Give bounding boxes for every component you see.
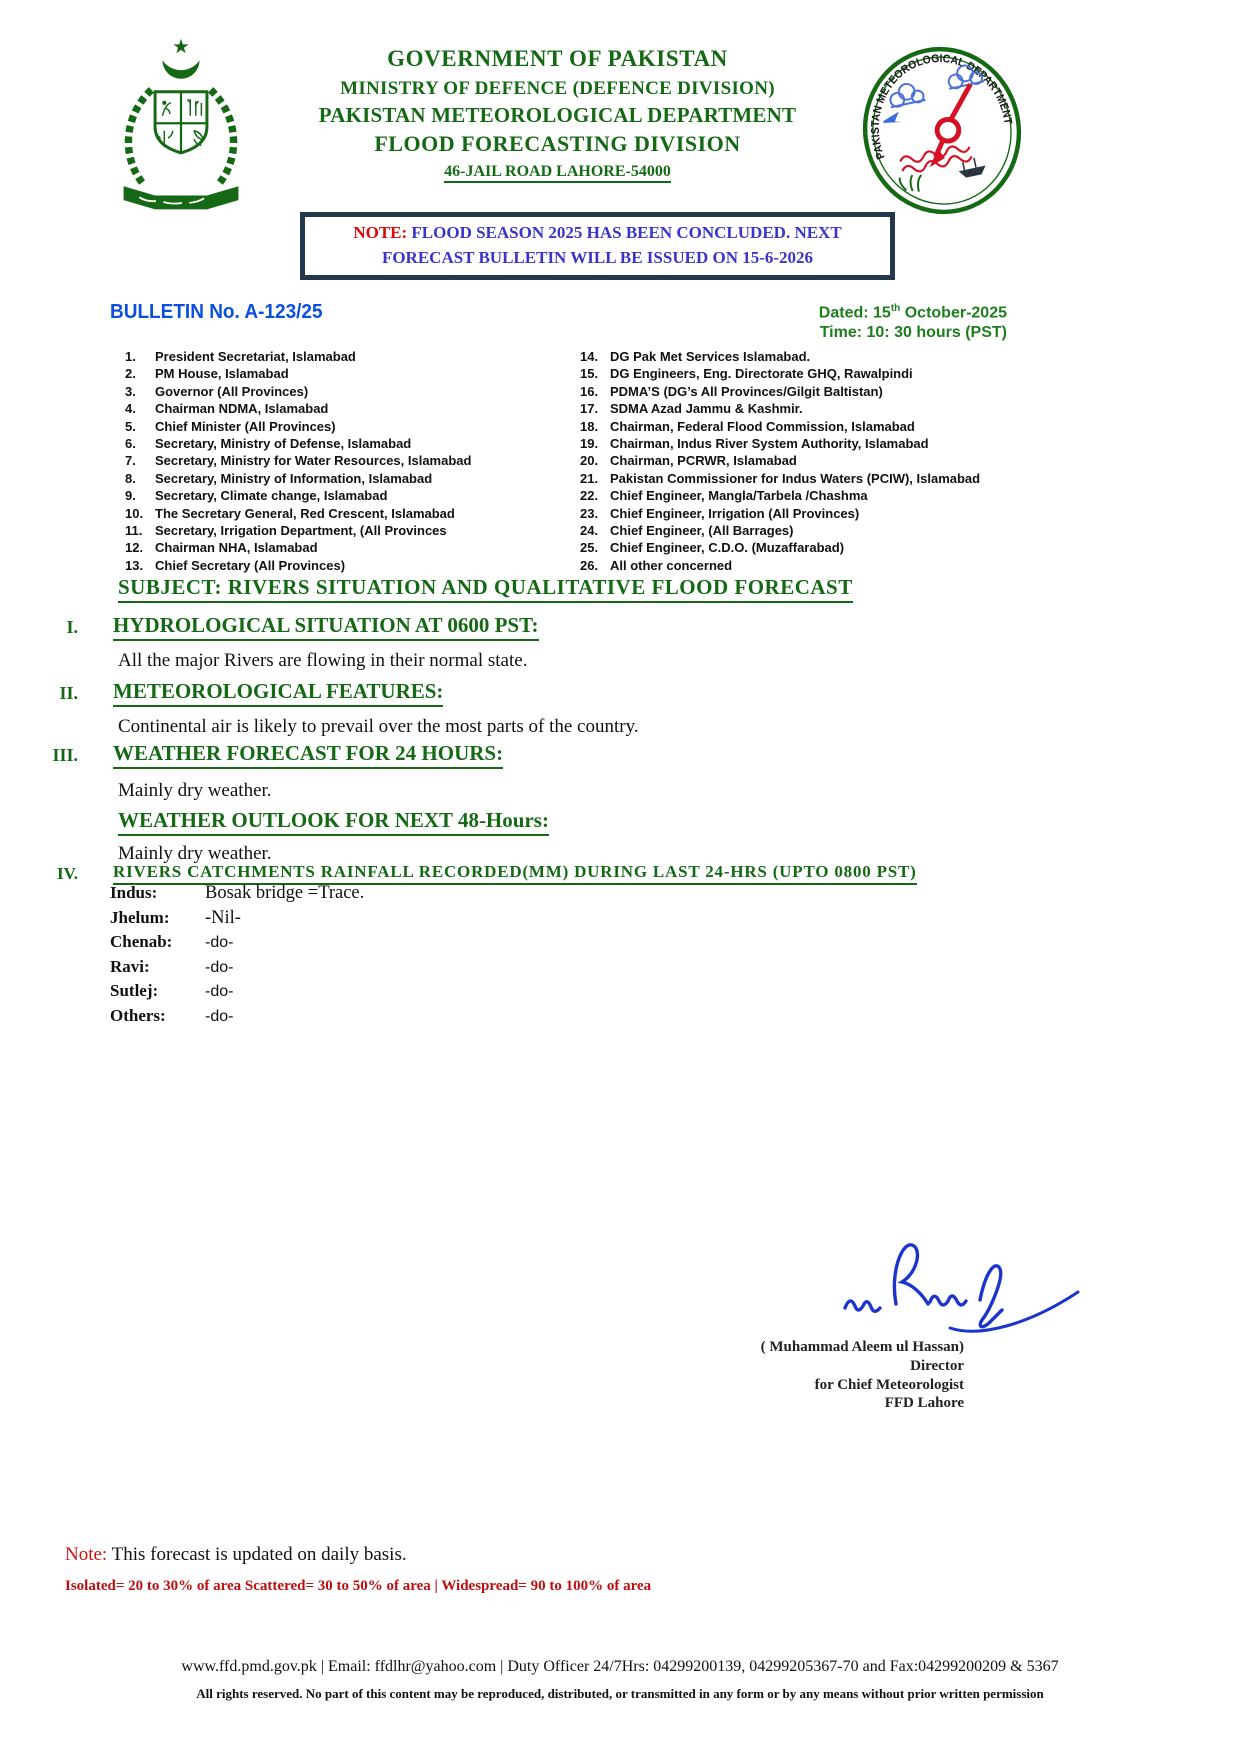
list-item: 9. Secretary, Climate change, Islamabad [125, 488, 388, 504]
list-item: 4. Chairman NDMA, Islamabad [125, 401, 329, 417]
list-item: 22. Chief Engineer, Mangla/Tarbela /Chashma [580, 488, 868, 504]
list-item: 8. Secretary, Ministry of Information, Islamabad [125, 470, 433, 486]
letterhead-division: FLOOD FORECASTING DIVISION [374, 131, 741, 156]
list-item: 14. DG Pak Met Services Islamabad. [580, 349, 811, 364]
list-item: 11. Secretary, Irrigation Department, (All Provinces [125, 523, 447, 539]
pakistan-emblem-icon [95, 38, 267, 214]
list-item: 10. The Secretary General, Red Crescent, Islamabad [125, 505, 455, 521]
list-item: 18. Chairman, Federal Flood Commission, Islamabad [580, 418, 915, 434]
list-item: 3. Governor (All Provinces) [125, 383, 309, 399]
list-item: 13. Chief Secretary (All Provinces) [125, 557, 346, 573]
letterhead-ministry: MINISTRY OF DEFENCE (DEFENCE DIVISION) [340, 78, 775, 99]
pmd-logo-ring-text: PAKISTAN METEOROLOGICAL DEPARTMENT [869, 52, 1014, 161]
notice-text: FLOOD SEASON 2025 HAS BEEN CONCLUDED. NEXT FORECAST BULLETIN WILL BE ISSUED ON 15-6-2026 [381, 223, 842, 267]
list-item: 5. Chief Minister (All Provinces) [125, 418, 336, 434]
section-heading-hydrological: HYDROLOGICAL SITUATION AT 0600 PST: [113, 613, 539, 641]
section-body: Mainly dry weather. [118, 843, 272, 864]
section-numeral: III. [52, 745, 78, 765]
footer-rights: All rights reserved. No part of this content may be reproduced, distributed, or transmitted in any form or by any means without prior written permission [196, 1686, 1044, 1701]
list-item: 1. President Secretariat, Islamabad [125, 349, 356, 364]
section-numeral: II. [59, 683, 78, 703]
letterhead-title: GOVERNMENT OF PAKISTAN [387, 46, 728, 71]
signature-scribble-icon [830, 1232, 1090, 1342]
date-time-block [819, 299, 1007, 343]
dated-line: Dated: 15th October-2025 [818, 303, 1007, 322]
rainfall-row: Ravi: -do- [110, 956, 234, 976]
daily-update-note [65, 1544, 407, 1566]
section-body: All the major Rivers are flowing in their normal state. [118, 650, 528, 671]
list-item: 24. Chief Engineer, (All Barrages) [580, 523, 794, 539]
list-item: 20. Chairman, PCRWR, Islamabad [580, 453, 797, 469]
note-label: Note: [65, 1544, 108, 1565]
notice-box [300, 212, 895, 280]
subject-line: SUBJECT: RIVERS SITUATION AND QUALITATIVE FLOOD FORECAST [118, 575, 853, 603]
rainfall-row: Sutlej: -do- [110, 981, 234, 1001]
rainfall-row: Chenab: -do- [110, 932, 234, 952]
list-item: 7. Secretary, Ministry for Water Resources, Islamabad [125, 453, 472, 469]
rainfall-list [110, 883, 364, 1031]
rainfall-row: Jhelum: -Nil- [110, 907, 241, 928]
list-item: 2. PM House, Islamabad [125, 366, 289, 382]
wreath-left [128, 90, 151, 183]
section-heading-outlook-48h: WEATHER OUTLOOK FOR NEXT 48-Hours: [118, 808, 549, 836]
notice-label: NOTE: [353, 223, 408, 243]
list-item: 25. Chief Engineer, C.D.O. (Muzaffarabad) [580, 540, 845, 556]
note-text: This forecast is updated on daily basis. [111, 1544, 407, 1565]
list-item: 23. Chief Engineer, Irrigation (All Provinces) [580, 505, 860, 521]
footer-contact: www.ffd.pmd.gov.pk | Email: ffdlhr@yahoo.com | Duty Officer 24/7Hrs: 04299200139, 04299205367-70 and Fax:04299200209 & 5367 [181, 1658, 1059, 1675]
signatory-name: ( Muhammad Aleem ul Hassan) [760, 1339, 964, 1355]
section-body: Mainly dry weather. [118, 780, 272, 801]
list-item: 17. SDMA Azad Jammu & Kashmir. [580, 401, 803, 417]
letterhead [270, 46, 845, 181]
list-item: 26. All other concerned [580, 557, 733, 573]
list-item: 19. Chairman, Indus River System Authority, Islamabad [580, 436, 929, 452]
section-heading-rainfall: RIVERS CATCHMENTS RAINFALL RECORDED(MM) DURING LAST 24-HRS (UPTO 0800 PST) [113, 862, 917, 885]
list-item: 15. DG Engineers, Eng. Directorate GHQ, Rawalpindi [580, 366, 913, 382]
list-item: 12. Chairman NHA, Islamabad [125, 540, 318, 556]
distribution-left-column [125, 348, 580, 574]
signatory-title: Director [910, 1357, 964, 1374]
pmd-logo-icon [843, 46, 1041, 218]
time-line: Time: 10: 30 hours (PST) [819, 324, 1007, 342]
signatory-office: FFD Lahore [884, 1395, 964, 1412]
letterhead-department: PAKISTAN METEOROLOGICAL DEPARTMENT [318, 103, 797, 127]
list-item: 16. PDMA’S (DG’s All Provinces/Gilgit Baltistan) [580, 383, 883, 399]
distribution-right-column [580, 348, 980, 574]
rainfall-row: Others: -do- [110, 1005, 234, 1025]
star-icon [173, 39, 188, 53]
bulletin-number: BULLETIN No. A-123/25 [110, 301, 323, 323]
area-coverage-legend: Isolated= 20 to 30% of area Scattered= 30 to 50% of area | Widespread= 90 to 100% of area [65, 1578, 652, 1594]
section-body: Continental air is likely to prevail over the most parts of the country. [118, 716, 639, 737]
wreath-right [211, 90, 234, 183]
letterhead-address: 46-JAIL ROAD LAHORE-54000 [270, 163, 845, 181]
signatory-for: for Chief Meteorologist [814, 1376, 964, 1393]
section-numeral: I. [66, 617, 78, 637]
distribution-list [125, 348, 980, 574]
list-item: 6. Secretary, Ministry of Defense, Islamabad [125, 436, 412, 452]
crescent-icon [162, 60, 199, 79]
signatory-block [761, 1338, 964, 1413]
list-item: 21. Pakistan Commissioner for Indus Waters (PCIW), Islamabad [580, 470, 981, 486]
section-heading-meteorological: METEOROLOGICAL FEATURES: [113, 679, 443, 707]
section-heading-forecast-24h: WEATHER FORECAST FOR 24 HOURS: [113, 741, 503, 769]
rainfall-row: Indus: Bosak bridge =Trace. [110, 883, 365, 903]
section-numeral: IV. [57, 864, 78, 883]
